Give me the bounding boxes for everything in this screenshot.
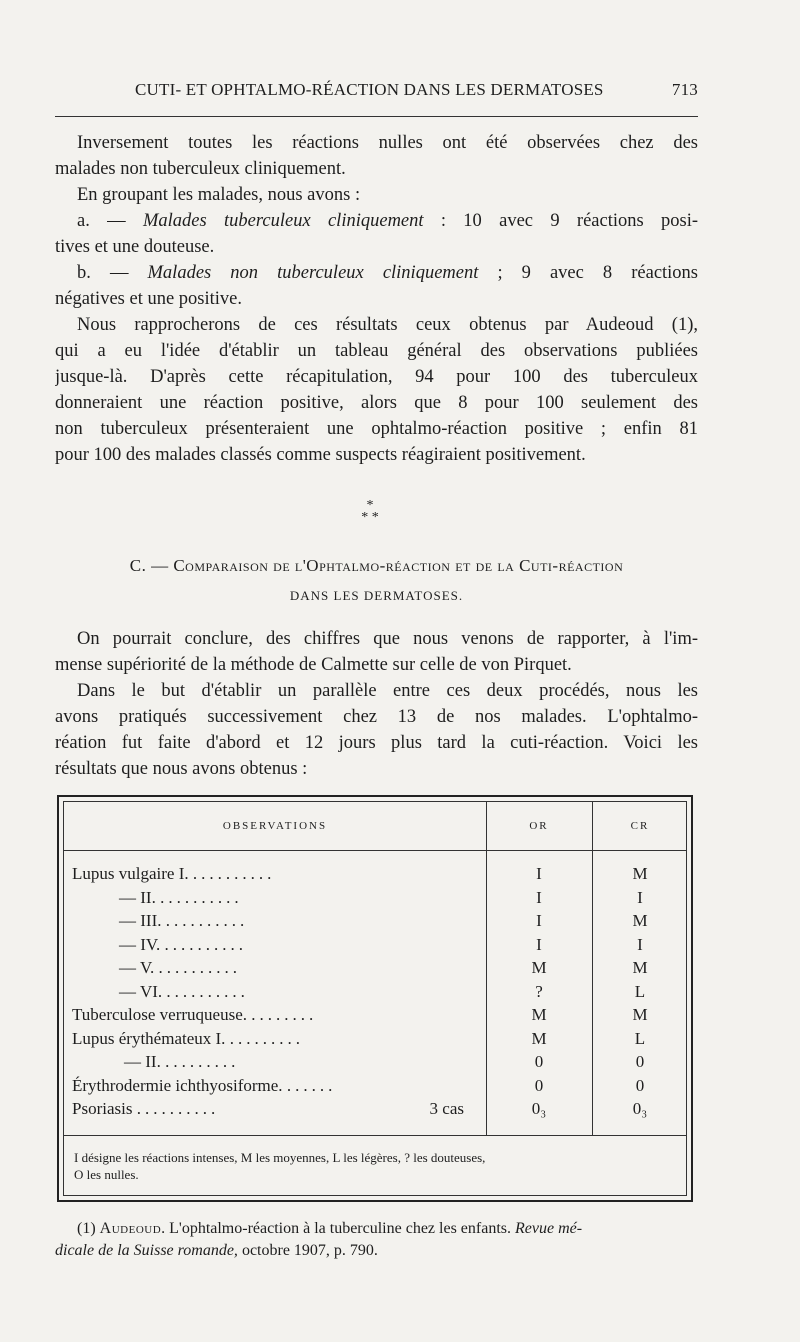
cell-cr: I xyxy=(637,887,643,907)
cell-or: M xyxy=(531,958,547,977)
footnote-journal: Revue mé- xyxy=(515,1220,583,1237)
row-label-text: Tuberculose verruqueuse. xyxy=(72,1005,247,1024)
row-count: 3 cas xyxy=(429,1099,464,1118)
text-line: avons pratiqués successivement chez 13 de nos malades. L'ophtalmo- xyxy=(55,707,698,727)
text-line: On pourrait conclure, des chiffres que nous venons de rapporter, à l'im- xyxy=(77,629,698,649)
table-row xyxy=(64,864,686,887)
row-label-text: Psoriasis xyxy=(72,1099,133,1118)
text-line: malades non tuberculeux cliniquement. xyxy=(55,159,346,179)
cell-cr: 0 xyxy=(635,1075,645,1095)
row-label-text: Érythrodermie ichthyosiforme. xyxy=(72,1075,283,1095)
row-label xyxy=(72,1099,219,1119)
cell-or: 0₃ xyxy=(531,1099,547,1118)
item-a xyxy=(55,208,698,234)
cell-cr: M xyxy=(632,864,648,883)
leader-dots: ......... xyxy=(229,1028,304,1048)
item-b xyxy=(55,260,698,286)
text-line: mense supériorité de la méthode de Calmette sur celle de von Pirquet. xyxy=(55,655,572,675)
text-line: réation fut faite d'abord et 12 jours plus tard la cuti-réaction. Voici les xyxy=(55,733,698,753)
section-subtitle: DANS LES DERMATOSES. xyxy=(289,588,464,603)
leader-dots: ...... xyxy=(286,1075,337,1095)
footnote-line-1 xyxy=(55,1218,698,1240)
row-label-text: — III. xyxy=(119,911,162,930)
table-row xyxy=(64,935,686,958)
table-row xyxy=(64,1005,686,1028)
table-row xyxy=(64,1052,686,1075)
section-title: C. — Comparaison de l'Ophtalmo-réaction et de la Cuti-réaction xyxy=(129,556,624,575)
footnote-author: Audeoud xyxy=(99,1220,162,1237)
table-legend xyxy=(74,1149,676,1183)
row-label-text: Lupus érythémateux I. xyxy=(72,1028,226,1048)
text-line: jusque-là. D'après cette récapitulation, 94 pour 100 des tuberculeux xyxy=(55,367,698,387)
table-row xyxy=(64,888,686,911)
cell-or: I xyxy=(536,911,542,930)
table-row xyxy=(64,1029,686,1052)
running-header xyxy=(55,80,698,104)
paragraph-4 xyxy=(55,626,698,782)
text-line: Inversement toutes les réactions nulles ont été observées chez des xyxy=(77,133,698,153)
table-inner-frame xyxy=(63,801,687,1196)
table-row xyxy=(64,958,686,981)
cell-cr: L xyxy=(634,1028,646,1048)
cell-cr: M xyxy=(632,1005,648,1024)
item-b-rest: ; 9 avec 8 réactions xyxy=(478,263,698,283)
leader-dots: .......... xyxy=(160,887,243,907)
leader-dots: .......... xyxy=(165,911,249,930)
row-label-text: — IV. xyxy=(119,934,161,954)
table-row xyxy=(64,911,686,934)
header-title: CUTI- ET OPHTALMO-RÉACTION DANS LES DERMATOSES xyxy=(135,80,604,99)
cell-or: I xyxy=(536,934,542,954)
header-rule xyxy=(55,116,698,117)
text-line: résultats que nous avons obtenus : xyxy=(55,759,308,779)
leader-dots: .......... xyxy=(192,864,276,883)
row-label xyxy=(72,1005,317,1025)
asterism-bottom: * * xyxy=(361,510,379,525)
footnote-journal-cont: dicale de la Suisse romande, xyxy=(55,1242,238,1259)
text-line: Dans le but d'établir un parallèle entre ces deux procédés, nous les xyxy=(77,681,698,701)
leader-dots: .......... xyxy=(158,958,242,977)
row-label xyxy=(124,1052,239,1072)
item-a-italic: Malades tuberculeux cliniquement xyxy=(142,211,424,231)
cell-cr: L xyxy=(634,981,646,1001)
row-label xyxy=(119,958,241,978)
leader-dots: ........ xyxy=(251,1005,318,1024)
item-b-prefix: b. — xyxy=(77,263,148,283)
footnote-marker: (1) xyxy=(77,1220,100,1237)
row-label xyxy=(72,1076,336,1096)
legend-line: O les nulles. xyxy=(74,1167,139,1182)
paragraph-2: En groupant les malades, nous avons : xyxy=(77,185,361,205)
row-label xyxy=(119,888,243,908)
row-label xyxy=(119,935,247,955)
col-header-cr: CR xyxy=(630,820,650,832)
cell-cr: M xyxy=(632,911,648,930)
cell-or: 0 xyxy=(534,1052,544,1071)
text-line: Nous rapprocherons de ces résultats ceux obtenus par Audeoud (1), xyxy=(77,315,698,335)
row-label xyxy=(119,911,248,931)
cell-or: ? xyxy=(535,981,543,1001)
footnote-text: . L'ophtalmo-réaction à la tuberculine chez les enfants. xyxy=(161,1220,515,1237)
footnote-date: octobre 1907, p. 790. xyxy=(237,1242,378,1259)
results-table xyxy=(57,795,693,1202)
cell-cr: 0 xyxy=(635,1052,645,1071)
text-line: non tuberculeux présenteraient une ophtalmo-réaction positive ; enfin 81 xyxy=(55,419,698,439)
item-b-line2: négatives et une positive. xyxy=(55,289,243,309)
text-line: donneraient une réaction positive, alors que 8 pour 100 seulement des xyxy=(55,393,698,413)
cell-cr: 0₃ xyxy=(632,1099,648,1118)
row-label xyxy=(119,982,249,1002)
table-row xyxy=(64,1099,686,1122)
row-label-text: — V. xyxy=(119,958,155,977)
header-rule xyxy=(64,850,686,851)
row-label xyxy=(72,1029,304,1049)
cell-or: 0 xyxy=(534,1075,544,1095)
cell-or: I xyxy=(536,864,542,883)
leader-dots: .......... xyxy=(136,1099,220,1118)
legend-line: I désigne les réactions intenses, M les moyennes, L les légères, ? les douteuses, xyxy=(74,1150,486,1165)
table-row xyxy=(64,1076,686,1099)
text-line: qui a eu l'idée d'établir un tableau général des observations publiées xyxy=(55,341,698,361)
row-label-text: — II. xyxy=(124,1052,161,1071)
asterism-top: * xyxy=(366,498,374,513)
leader-dots: .......... xyxy=(164,934,247,954)
item-a-rest: : 10 avec 9 réactions posi- xyxy=(423,211,698,231)
footnote xyxy=(55,1218,698,1262)
row-label xyxy=(72,864,275,884)
leader-dots: .......... xyxy=(166,981,249,1001)
row-label-text: Lupus vulgaire I. xyxy=(72,864,189,883)
cell-or: M xyxy=(531,1005,547,1024)
item-a-line2: tives et une douteuse. xyxy=(55,237,215,257)
text-line: pour 100 des malades classés comme suspects réagiraient positivement. xyxy=(55,445,586,465)
cell-or: M xyxy=(531,1028,547,1048)
page-number: 713 xyxy=(671,80,698,99)
leader-dots: ......... xyxy=(165,1052,240,1071)
row-label-text: — VI. xyxy=(119,981,163,1001)
item-a-prefix: a. — xyxy=(77,211,143,231)
cell-or: I xyxy=(536,887,542,907)
col-header-or: OR xyxy=(529,820,549,832)
cell-cr: M xyxy=(632,958,648,977)
footnote-line-2 xyxy=(55,1240,698,1262)
asterism xyxy=(340,500,400,524)
table-row xyxy=(64,982,686,1005)
legend-rule xyxy=(64,1135,686,1136)
paragraph-1 xyxy=(55,130,698,468)
cell-cr: I xyxy=(637,934,643,954)
item-b-italic: Malades non tuberculeux cliniquement xyxy=(147,263,479,283)
col-header-observations: OBSERVATIONS xyxy=(222,820,328,832)
row-label-text: — II. xyxy=(119,887,156,907)
